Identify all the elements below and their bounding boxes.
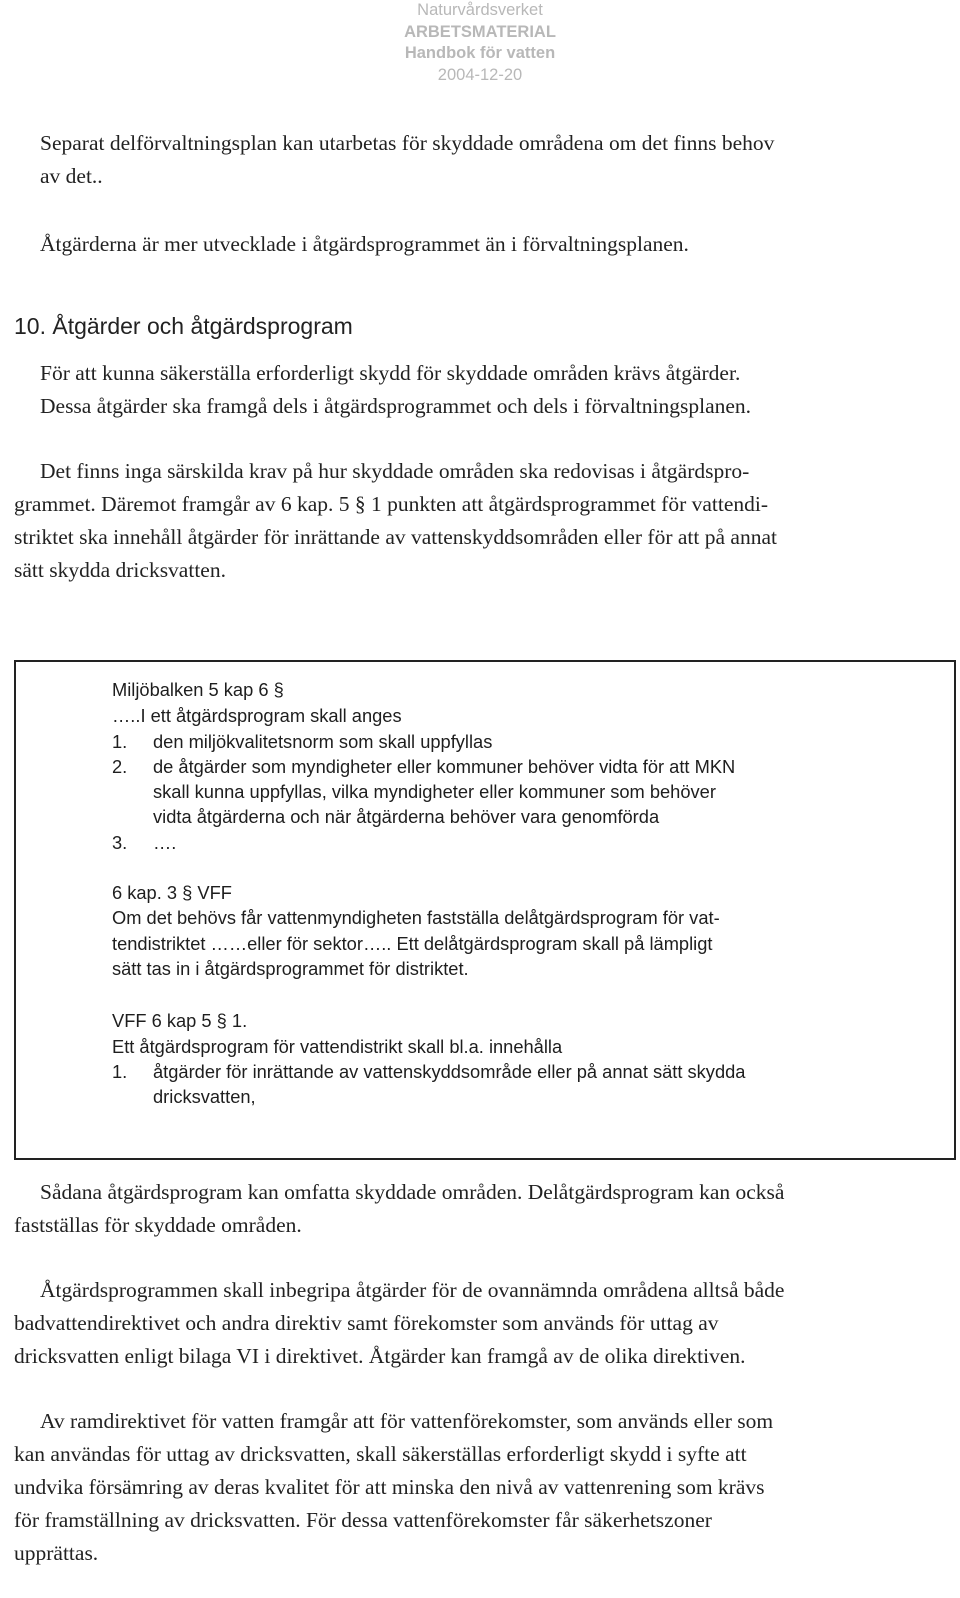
header-org: Naturvårdsverket bbox=[417, 1, 543, 19]
closing-p5-line-3: undvika försämring av deras kvalitet för att minska den nivå av vattenrening som krävs bbox=[14, 1475, 765, 1499]
section-p2-line-2: grammet. Däremot framgår av 6 kap. 5 § 1 punkten att åtgärdsprogrammet för vattendi- bbox=[14, 492, 769, 516]
header-title: Handbok för vatten bbox=[404, 44, 556, 62]
intro-line-1: Separat delförvaltningsplan kan utarbetas för skyddade områdena om det finns behov bbox=[40, 131, 775, 155]
closing-p5-line-5: upprättas. bbox=[14, 1541, 99, 1565]
closing-p3-line-2: fastställas för skyddade områden. bbox=[14, 1213, 302, 1237]
vff3-line-3: sätt tas in i åtgärdsprogrammet för distriktet. bbox=[112, 958, 469, 979]
vff3-title: 6 kap. 3 § VFF bbox=[112, 882, 232, 903]
closing-p4-line-2: badvattendirektivet och andra direktiv samt förekomster som används för uttag av bbox=[14, 1311, 719, 1335]
closing-p5-line-1: Av ramdirektivet för vatten framgår att för vattenförekomster, som används eller som bbox=[40, 1409, 774, 1433]
page-header bbox=[0, 0, 960, 86]
closing-p3-line-1: Sådana åtgärdsprogram kan omfatta skyddade områden. Delåtgärdsprogram kan också bbox=[40, 1180, 785, 1204]
section-p1-line-2: Dessa åtgärder ska framgå dels i åtgärdsprogrammet och dels i förvaltningsplanen. bbox=[40, 394, 752, 418]
mb-item1-text: den miljökvalitetsnorm som skall uppfyllas bbox=[153, 731, 493, 752]
vff3-line-1: Om det behövs får vattenmyndigheten fastställa delåtgärdsprogram för vat- bbox=[112, 907, 720, 928]
mb-intro: …..I ett åtgärdsprogram skall anges bbox=[112, 705, 402, 726]
mb-item2-line-1: de åtgärder som myndigheter eller kommuner behöver vidta för att MKN bbox=[153, 756, 736, 777]
header-date: 2004-12-20 bbox=[437, 65, 523, 84]
vff5-line-1: Ett åtgärdsprogram för vattendistrikt skall bl.a. innehålla bbox=[112, 1036, 563, 1057]
section-p2-line-3: striktet ska innehåll åtgärder för inrättande av vattenskyddsområden eller för att på annat bbox=[14, 525, 777, 549]
closing-p5-line-2: kan användas för uttag av dricksvatten, skall säkerställas erforderligt skydd i syfte att bbox=[14, 1442, 747, 1466]
section-p2-line-4: sätt skydda dricksvatten. bbox=[14, 558, 226, 582]
closing-p4-line-3: dricksvatten enligt bilaga VI i direktivet. Åtgärder kan framgå av de olika direktiven. bbox=[14, 1344, 746, 1368]
vff3-line-2: tendistriktet ……eller för sektor….. Ett delåtgärdsprogram skall på lämpligt bbox=[112, 933, 713, 954]
mb-item3-number: 3. bbox=[112, 832, 128, 853]
vff5-item1-line-1: åtgärder för inrättande av vattenskyddsområde eller på annat sätt skydda bbox=[153, 1061, 746, 1082]
intro-line-2: av det.. bbox=[40, 164, 103, 188]
vff5-item1-number: 1. bbox=[112, 1061, 128, 1082]
section-heading: 10. Åtgärder och åtgärdsprogram bbox=[14, 313, 353, 339]
closing-p5-line-4: för framställning av dricksvatten. För dessa vattenförekomster får säkerhetszoner bbox=[14, 1508, 712, 1532]
vff5-title: VFF 6 kap 5 § 1. bbox=[112, 1010, 248, 1031]
section-p2-line-1: Det finns inga särskilda krav på hur skyddade områden ska redovisas i åtgärdspro- bbox=[40, 459, 750, 483]
section-p1-line-1: För att kunna säkerställa erforderligt skydd för skyddade områden krävs åtgärder. bbox=[40, 361, 741, 385]
mb-item2-line-2: skall kunna uppfyllas, vilka myndigheter eller kommuner som behöver bbox=[153, 781, 716, 802]
closing-p4-line-1: Åtgärdsprogrammen skall inbegripa åtgärder för de ovannämnda områdena alltså både bbox=[40, 1278, 785, 1302]
mb-item2-number: 2. bbox=[112, 756, 128, 777]
intro-line-3: Åtgärderna är mer utvecklade i åtgärdsprogrammet än i förvaltningsplanen. bbox=[40, 232, 689, 256]
mb-item2-line-3: vidta åtgärderna och när åtgärderna behöver vara genomförda bbox=[153, 806, 660, 827]
mb-item3-text: …. bbox=[153, 832, 177, 853]
mb-item1-number: 1. bbox=[112, 731, 128, 752]
header-status: ARBETSMATERIAL bbox=[404, 22, 556, 41]
mb-title: Miljöbalken 5 kap 6 § bbox=[112, 679, 284, 700]
vff5-item1-line-2: dricksvatten, bbox=[153, 1086, 256, 1107]
